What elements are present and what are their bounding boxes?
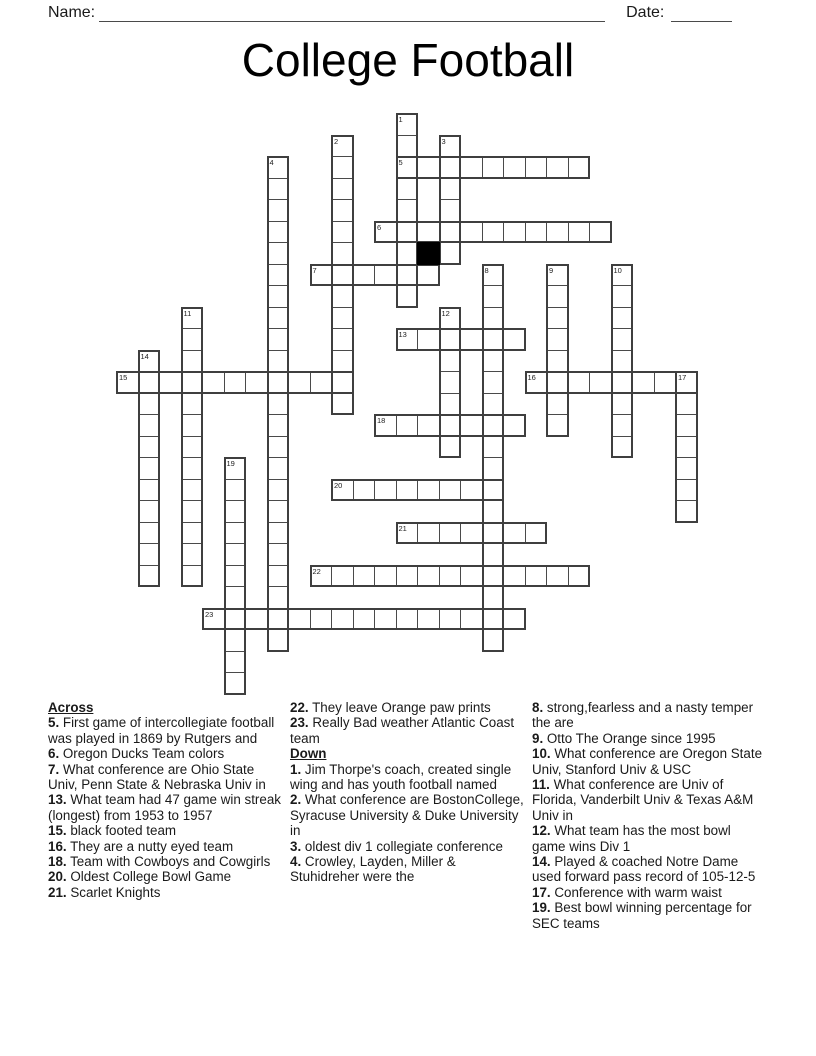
cell-number: 9 (549, 265, 554, 275)
clue-column-3 (532, 700, 766, 931)
clue-item (532, 700, 766, 731)
clue-text: Otto The Orange since 1995 (543, 730, 716, 746)
cell-number: 14 (140, 351, 149, 361)
cell-number: 21 (398, 523, 407, 533)
clue-text: Played & coached Notre Dame used forward pass record of 105-12-5 (532, 854, 756, 885)
word-outline-15a (116, 371, 354, 394)
cell-number: 7 (312, 265, 317, 275)
word-outline-23a (202, 608, 526, 631)
clue-item (48, 854, 282, 869)
clue-item (290, 762, 524, 793)
clue-item (532, 885, 766, 900)
cell-number: 18 (377, 416, 386, 425)
clue-text: Conference with warm waist (550, 884, 722, 900)
clue-number: 21. (48, 884, 67, 900)
clue-item (48, 746, 282, 761)
date-label: Date: (626, 4, 665, 21)
cell-number: 8 (484, 265, 489, 275)
clue-item (290, 792, 524, 838)
clue-column-2 (290, 700, 524, 931)
word-outline-21a (396, 522, 548, 545)
cell-number: 11 (183, 308, 192, 318)
clue-text: Team with Cowboys and Cowgirls (66, 854, 271, 870)
clue-item (48, 762, 282, 793)
cell-number: 16 (527, 373, 536, 382)
word-outline-16a (525, 371, 698, 394)
clue-number: 7. (48, 761, 60, 777)
word-outline-22a (310, 565, 591, 588)
clue-item (290, 700, 524, 715)
clue-number: 23. (290, 715, 309, 731)
clue-text: Best bowl winning percentage for SEC teams (532, 900, 752, 931)
cell-number: 3 (441, 136, 446, 146)
clue-number: 13. (48, 792, 67, 808)
clue-number: 15. (48, 823, 67, 839)
clue-text: Oregon Ducks Team colors (59, 746, 225, 762)
clue-number: 1. (290, 761, 302, 777)
word-outline-3d (439, 135, 462, 265)
word-outline-11d (181, 307, 204, 588)
clue-text: Scarlet Knights (66, 884, 161, 900)
clue-number: 14. (532, 854, 551, 870)
clue-column-1 (48, 700, 282, 931)
cell-number: 10 (613, 265, 622, 275)
word-outline-6a (374, 221, 612, 244)
clue-number: 10. (532, 746, 551, 762)
clue-number: 3. (290, 838, 302, 854)
clues-header: Across (48, 700, 94, 715)
clue-number: 20. (48, 869, 67, 885)
clue-text: They leave Orange paw prints (308, 700, 491, 715)
clue-item (532, 746, 766, 777)
word-outline-18a (374, 414, 526, 437)
page-title: College Football (241, 34, 575, 86)
clue-text: Oldest College Bowl Game (66, 869, 232, 885)
clue-number: 5. (48, 715, 60, 731)
word-outline-19d (224, 457, 247, 695)
clue-item (532, 900, 766, 931)
clue-text: black footed team (66, 823, 177, 839)
clue-item (48, 869, 282, 884)
clue-text: oldest div 1 collegiate conference (301, 838, 503, 854)
word-outline-10d (611, 264, 634, 459)
cell-number: 17 (678, 373, 687, 382)
cell-number: 5 (398, 158, 403, 167)
clue-text: Really Bad weather Atlantic Coast team (290, 715, 515, 746)
cell-number: 12 (441, 308, 450, 318)
cell-number: 6 (377, 222, 382, 232)
clue-text: What conference are Oregon State Univ, Stanford Univ & USC (532, 746, 763, 777)
clues-section (48, 700, 766, 931)
cell-number: 13 (398, 330, 407, 339)
clue-text: Jim Thorpe's coach, created single wing and has youth football named (290, 761, 512, 793)
clue-number: 8. (532, 700, 544, 715)
word-outline-5a (396, 156, 591, 179)
clue-number: 9. (532, 730, 544, 746)
clue-number: 16. (48, 838, 67, 854)
cell-number: 23 (205, 609, 214, 619)
cell-number: 19 (226, 459, 235, 468)
clue-text: What conference are BostonCollege, Syracuse University & Duke University in (290, 792, 524, 839)
clue-item (532, 854, 766, 885)
cell-number: 15 (119, 373, 128, 382)
clue-item (532, 731, 766, 746)
clue-item (48, 885, 282, 900)
clue-text: What conference are Univ of Florida, Vanderbilt Univ & Texas A&M Univ in (532, 777, 754, 823)
cell-number: 4 (269, 158, 274, 167)
clue-item (290, 839, 524, 854)
word-outline-13a (396, 328, 526, 351)
clue-number: 22. (290, 700, 309, 715)
clue-text: They are a nutty eyed team (66, 838, 234, 854)
clue-item (48, 792, 282, 823)
word-outline-17d (675, 371, 698, 523)
clue-number: 4. (290, 854, 302, 870)
clue-number: 19. (532, 900, 551, 916)
clue-item (532, 777, 766, 823)
clues-header: Down (290, 746, 327, 762)
clue-text: Crowley, Layden, Miller & Stuhidreher were the (290, 854, 456, 885)
word-outline-8d (482, 264, 505, 652)
cell-number: 1 (398, 115, 403, 124)
clue-number: 18. (48, 854, 67, 870)
clue-number: 2. (290, 792, 302, 808)
clue-item (48, 839, 282, 854)
clue-item (48, 823, 282, 838)
cell-number: 2 (334, 136, 339, 146)
clue-item (532, 823, 766, 854)
black-cell (417, 242, 440, 265)
clue-item (48, 715, 282, 746)
clue-item (290, 715, 524, 746)
word-outline-9d (546, 264, 569, 437)
clue-text: What conference are Ohio State Univ, Penn State & Nebraska Univ in (48, 761, 266, 793)
clue-number: 11. (532, 777, 550, 793)
word-outline-4d (267, 156, 290, 652)
word-outline-7a (310, 264, 440, 287)
clue-text: strong,fearless and a nasty temper the are (532, 700, 754, 731)
clue-text: What team had 47 game win streak (longest) from 1953 to 1957 (48, 792, 281, 823)
clue-number: 6. (48, 746, 60, 762)
name-label: Name: (48, 4, 96, 21)
clue-number: 12. (532, 823, 551, 839)
clue-number: 17. (532, 884, 551, 900)
word-outline-20a (331, 479, 504, 502)
clue-item (290, 854, 524, 885)
clue-text: What team has the most bowl game wins Div 1 (532, 823, 731, 854)
clue-text: First game of intercollegiate football was played in 1869 by Rutgers and (48, 715, 275, 746)
cell-number: 20 (334, 480, 343, 490)
cell-number: 22 (312, 566, 321, 576)
